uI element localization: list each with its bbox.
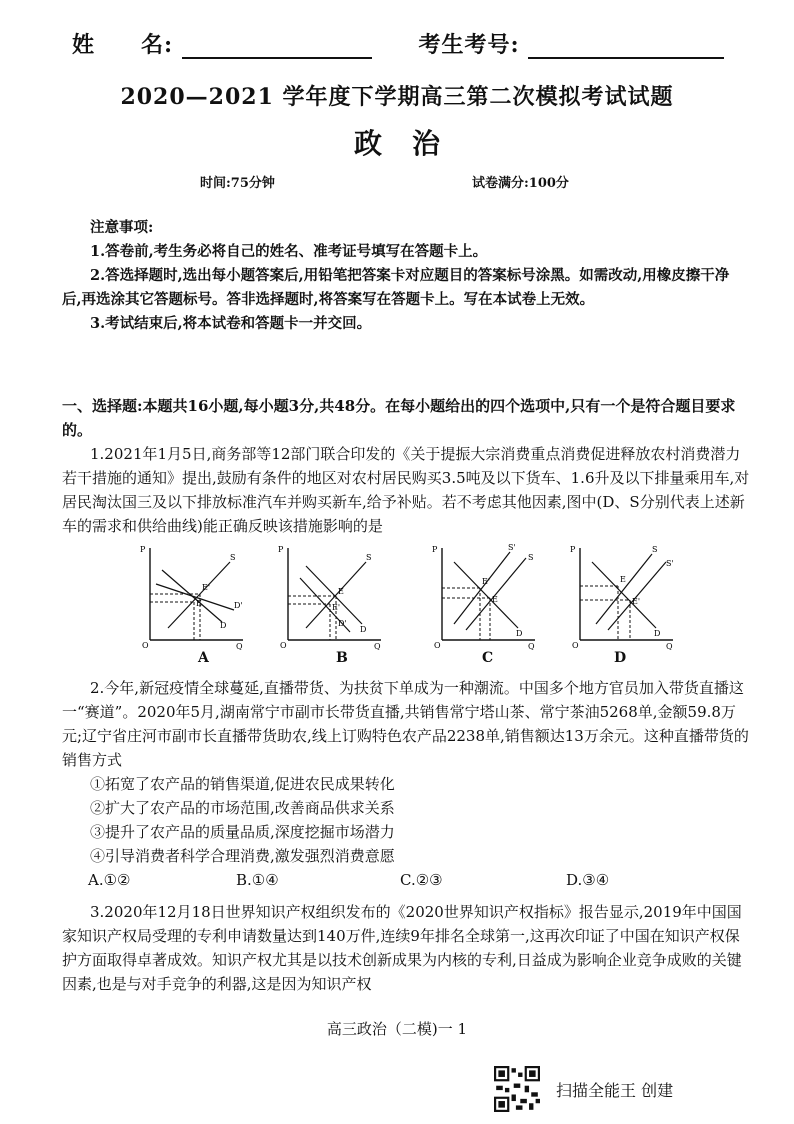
question-2-text: 2.今年,新冠疫情全球蔓延,直播带货、为扶贫下单成为一种潮流。中国多个地方官员加入带货直播这一“赛道”。2020年5月,湖南常宁市副市长带货直播,共销售常宁塔山茶、常宁茶油5268单,金额59.8万元;辽宁省庄河市副市长直播带货助农,线上订购特色农产品2238单,销售额达13万余元。这种直播带货的销售方式 <box>62 679 749 769</box>
notes-heading: 注意事项: <box>90 219 154 236</box>
origin-label: O <box>280 641 287 650</box>
student-info-bar <box>72 28 724 59</box>
statement: ④引导消费者科学合理消费,激发强烈消费意愿 <box>90 847 395 865</box>
curve-d <box>592 562 656 628</box>
curve-d-label: D <box>654 629 661 638</box>
qr-code-icon <box>494 1066 540 1112</box>
option-c[interactable]: C.②③ <box>400 871 443 889</box>
exam-title: 2020—2021 学年度下学期高三第二次模拟考试试题 <box>120 84 674 110</box>
note-item: 2.答选择题时,选出每小题答案后,用铅笔把答案卡对应题目的答案标号涂黑。如需改动,用橡皮擦干净后,再选涂其它答题标号。答非选择题时,将答案写在答题卡上。写在本试卷上无效。 <box>62 267 730 308</box>
option-d[interactable]: D.③④ <box>566 871 610 889</box>
note-item: 1.答卷前,考生务必将自己的姓名、准考证号填写在答题卡上。 <box>90 243 488 260</box>
curve-d-prime <box>156 584 234 610</box>
point-e: E <box>196 599 202 608</box>
chart-a <box>138 540 248 650</box>
curve-d-prime-label: D' <box>234 601 243 610</box>
curve-s-label: S <box>230 553 236 562</box>
axis-q-label: Q <box>374 642 381 650</box>
chart-b-label[interactable]: B <box>336 650 348 666</box>
point-e: E <box>620 575 626 584</box>
page-footer: 高三政治（二模)一 1 <box>326 1020 468 1038</box>
point-e: E <box>492 595 498 604</box>
point-e-prime: E' <box>332 603 341 612</box>
subject-title: 政治 <box>353 127 470 160</box>
chart-d <box>568 540 678 650</box>
axis-p-label: P <box>570 545 576 554</box>
origin-label: O <box>142 641 149 650</box>
name-blank[interactable] <box>182 35 372 59</box>
exam-time: 时间:75分钟 <box>200 176 275 191</box>
axis-p-label: P <box>140 545 146 554</box>
curve-d <box>454 562 518 628</box>
axis-p-label: P <box>278 545 284 554</box>
point-e: E <box>338 587 344 596</box>
question-1 <box>62 442 752 538</box>
curve-d-prime-label: D' <box>338 619 347 628</box>
chart-c-label[interactable]: C <box>482 650 494 666</box>
curve-s <box>168 562 230 628</box>
chart-a-label[interactable]: A <box>198 650 209 666</box>
note-item: 3.考试结束后,将本试卷和答题卡一并交回。 <box>90 315 372 332</box>
section-heading: 一、选择题:本题共16小题,每小题3分,共48分。在每小题给出的四个选项中,只有一个是符合题目要求的。 <box>62 397 736 439</box>
point-e-prime: E' <box>632 597 641 606</box>
option-b[interactable]: B.①④ <box>236 871 279 889</box>
notes-block <box>62 216 742 336</box>
q1-charts <box>138 540 698 670</box>
statement: ③提升了农产品的质量品质,深度挖掘市场潜力 <box>90 823 395 841</box>
option-a[interactable]: A.①② <box>88 871 131 889</box>
curve-d-label: D <box>516 629 523 638</box>
chart-d-label[interactable]: D <box>614 650 627 666</box>
exam-score: 试卷满分:100分 <box>472 176 569 191</box>
axis-q-label: Q <box>666 642 673 650</box>
curve-s-prime-label: S' <box>508 543 516 552</box>
curve-d-label: D <box>220 621 227 630</box>
curve-d-label: D <box>360 625 367 634</box>
axis-q-label: Q <box>528 642 535 650</box>
point-e-prime: E' <box>202 583 211 592</box>
statement: ①拓宽了农产品的销售渠道,促进农民成果转化 <box>90 775 395 793</box>
exam-no-blank[interactable] <box>528 35 724 59</box>
axis-p-label: P <box>432 545 438 554</box>
chart-b <box>276 540 386 650</box>
question-3-text: 3.2020年12月18日世界知识产权组织发布的《2020世界知识产权指标》报告显示,2019年中国国家知识产权局受理的专利申请数量达到140万件,连续9年排名全球第一,这再次印证了中国在知识产权保护方面取得卓著成效。知识产权尤其是以技术创新成果为内核的专利,日益成为影响企业竞争成败的关键因素,也是与对手竞争的利器,这是因为知识产权 <box>62 903 742 993</box>
question-3 <box>62 900 752 996</box>
statement: ②扩大了农产品的市场范围,改善商品供求关系 <box>90 799 395 817</box>
name-label: 姓 名: <box>72 32 174 58</box>
curve-s-label: S <box>528 553 534 562</box>
curve-s <box>466 558 526 630</box>
curve-s-prime-label: S' <box>666 559 674 568</box>
origin-label: O <box>434 641 441 650</box>
curve-s-label: S <box>652 545 658 554</box>
point-e-prime: E' <box>482 577 491 586</box>
axis-q-label: Q <box>236 642 243 650</box>
question-1-text: 1.2021年1月5日,商务部等12部门联合印发的《关于提振大宗消费重点消费促进释放农村消费潜力若干措施的通知》提出,鼓励有条件的地区对农村居民购买3.5吨及以下货车、1.6升及以下排量乘用车,对居民淘汰国三及以下排放标准汽车并购买新车,给予补贴。若不考虑其他因素,图中(D、S分别代表上述新车的需求和供给曲线)能正确反映该措施影响的是 <box>62 445 750 535</box>
scanner-watermark: 扫描全能王 创建 <box>556 1081 674 1100</box>
origin-label: O <box>572 641 579 650</box>
chart-c <box>430 540 540 650</box>
exam-no-label: 考生考号: <box>418 32 520 58</box>
curve-s-label: S <box>366 553 372 562</box>
question-2 <box>62 676 752 892</box>
